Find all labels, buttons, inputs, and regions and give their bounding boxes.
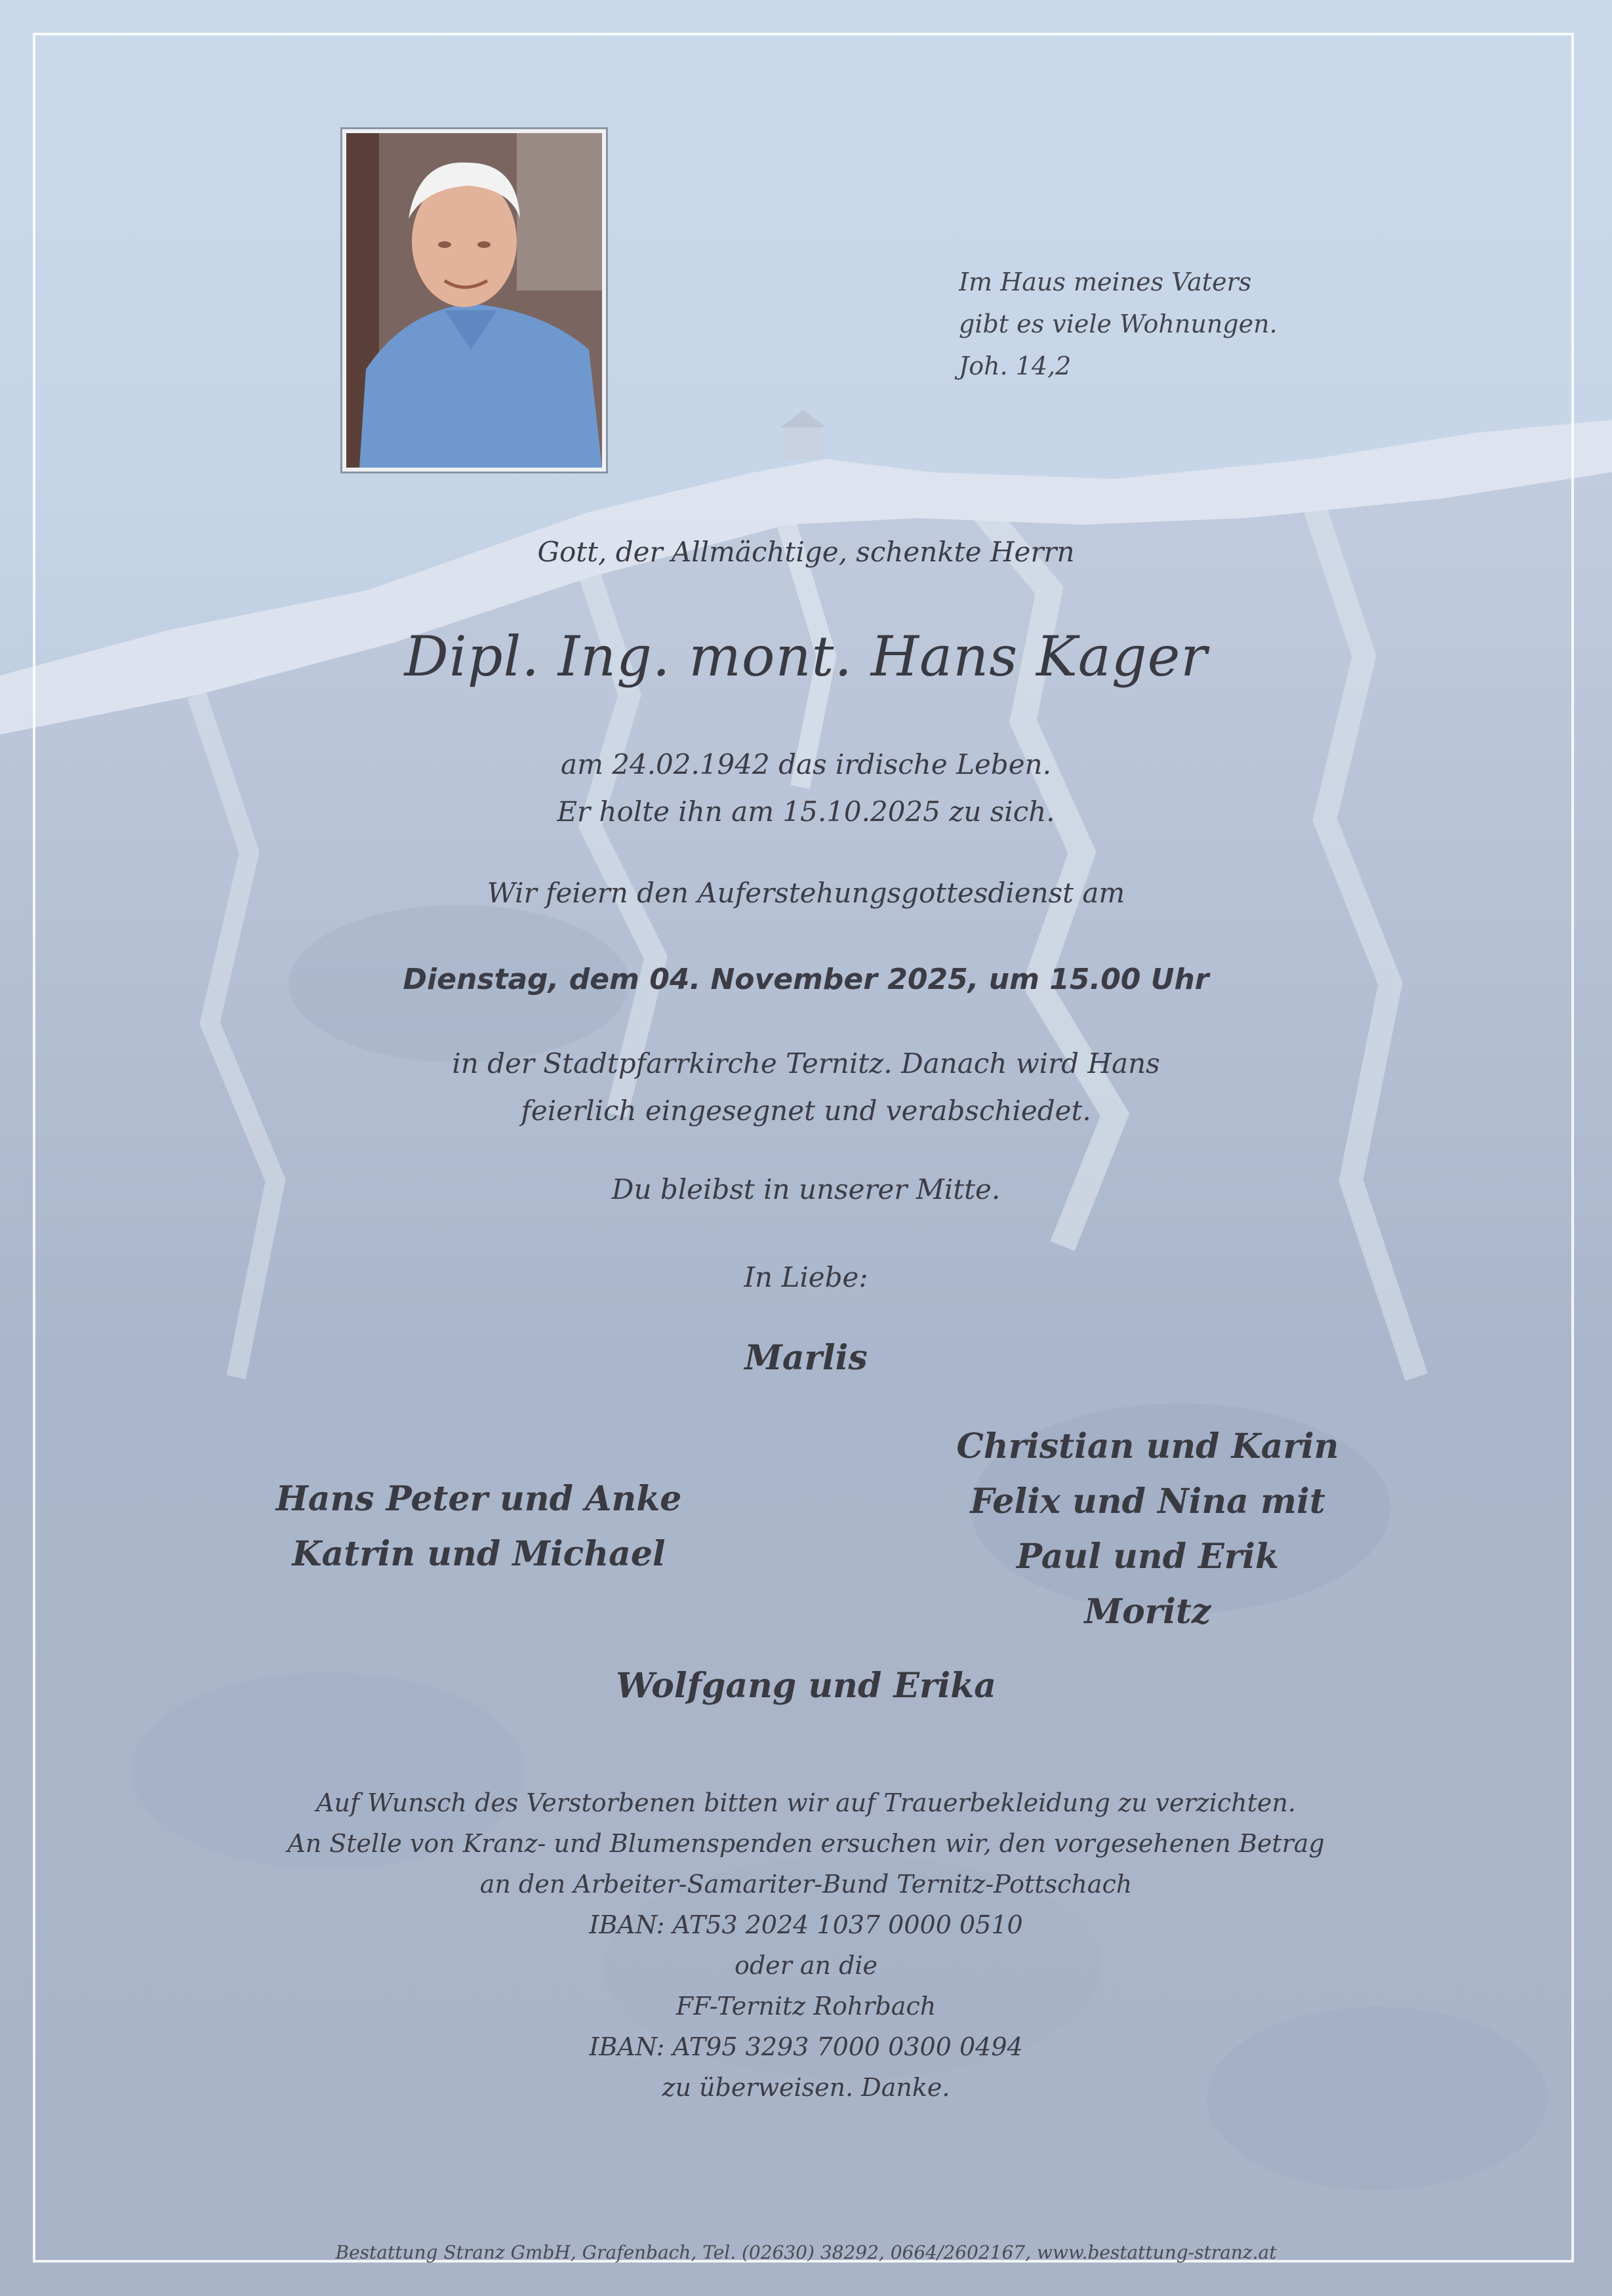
- donation-line: oder an die: [734, 1951, 878, 1980]
- service-date: Dienstag, dem 04. November 2025, um 15.00 Uhr: [403, 963, 1209, 996]
- death-date-line: Er holte ihn am 15.10.2025 zu sich.: [557, 796, 1055, 828]
- birth-date-line: am 24.02.1942 das irdische Leben.: [561, 748, 1051, 780]
- location-line-1: in der Stadtpfarrkirche Ternitz. Danach wird Hans: [452, 1047, 1160, 1079]
- donation-line: An Stelle von Kranz- und Blumenspenden ersuchen wir, den vorgesehenen Betrag: [287, 1829, 1325, 1858]
- family-right-column: [918, 1419, 1377, 1640]
- bible-quote: [959, 261, 1418, 387]
- donation-iban: IBAN: AT95 3293 7000 0300 0494: [589, 2032, 1023, 2061]
- quote-line: Im Haus meines Vaters: [959, 268, 1252, 296]
- donation-line: Auf Wunsch des Verstorbenen bitten wir auf Trauerbekleidung zu verzichten.: [316, 1788, 1296, 1817]
- family-member: Paul und Erik: [1017, 1537, 1279, 1577]
- donation-iban: IBAN: AT53 2024 1037 0000 0510: [589, 1910, 1023, 1939]
- location-line-2: feierlich eingesegnet und verabschiedet.: [521, 1095, 1091, 1127]
- family-member: Felix und Nina mit: [970, 1481, 1325, 1521]
- donation-notice: [0, 1782, 1612, 2108]
- quote-reference: Joh. 14,2: [959, 352, 1072, 380]
- family-left-column: [249, 1472, 708, 1582]
- in-love-label: In Liebe:: [744, 1261, 868, 1293]
- portrait-photo: [342, 129, 606, 472]
- funeral-home-footer: Bestattung Stranz GmbH, Grafenbach, Tel. (02630) 38292, 0664/2602167, www.bestattung-stranz.at: [335, 2242, 1277, 2263]
- family-member: Katrin und Michael: [292, 1534, 666, 1574]
- donation-line: an den Arbeiter-Samariter-Bund Ternitz-Pottschach: [479, 1870, 1133, 1899]
- family-member: Moritz: [1084, 1592, 1211, 1632]
- service-intro: Wir feiern den Auferstehungsgottesdienst am: [487, 877, 1125, 909]
- remembrance-text: Du bleibst in unserer Mitte.: [611, 1173, 1001, 1205]
- spouse-name: Marlis: [744, 1338, 868, 1378]
- family-bottom: Wolfgang und Erika: [616, 1666, 996, 1706]
- family-member: Christian und Karin: [956, 1426, 1339, 1466]
- donation-line: zu überweisen. Danke.: [662, 2073, 950, 2102]
- quote-line: gibt es viele Wohnungen.: [959, 310, 1278, 338]
- intro-text: Gott, der Allmächtige, schenkte Herrn: [537, 536, 1075, 568]
- family-member: Hans Peter und Anke: [275, 1479, 682, 1519]
- donation-line: FF-Ternitz Rohrbach: [675, 1992, 937, 2021]
- deceased-name: Dipl. Ing. mont. Hans Kager: [404, 624, 1208, 689]
